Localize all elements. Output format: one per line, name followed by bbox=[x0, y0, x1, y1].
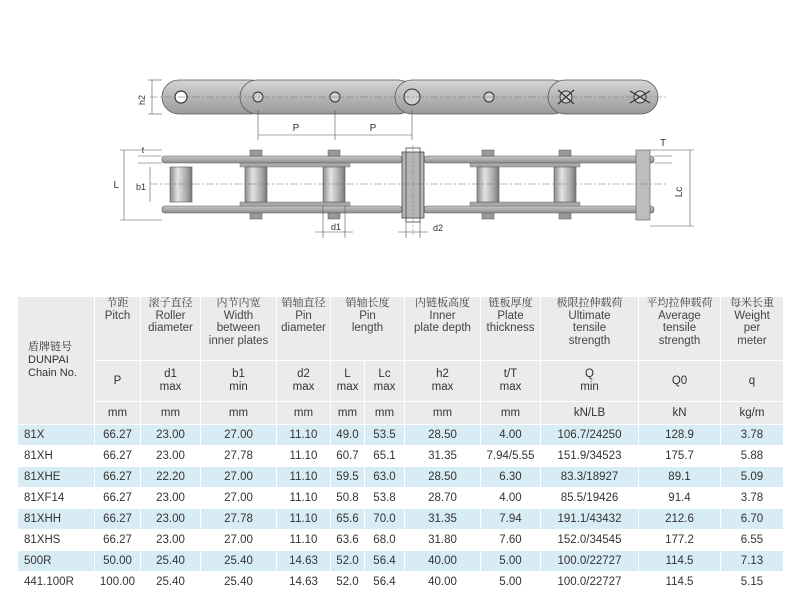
symbol-cell: L max bbox=[331, 361, 365, 402]
table-cell: 100.0/22727 bbox=[541, 572, 639, 593]
table-cell: 114.5 bbox=[639, 551, 721, 572]
table-row bbox=[18, 467, 784, 488]
table-cell: 52.0 bbox=[331, 572, 365, 593]
unit-cell: mm bbox=[277, 402, 331, 425]
chain-spec-table bbox=[17, 296, 784, 593]
symbol-cell: Q min bbox=[541, 361, 639, 402]
symbol-cell: b1 min bbox=[201, 361, 277, 402]
table-cell: 7.60 bbox=[481, 530, 541, 551]
header-average-strength: 平均拉伸载荷 Average tensile strength bbox=[639, 297, 721, 361]
table-cell: 5.09 bbox=[721, 467, 784, 488]
roller bbox=[245, 167, 267, 202]
table-cell: 66.27 bbox=[95, 530, 141, 551]
dim-lc: Lc bbox=[674, 186, 685, 198]
header-weight: 每米长重 Weight per meter bbox=[721, 297, 784, 361]
table-cell: 31.80 bbox=[405, 530, 481, 551]
header-chain-no-en1: DUNPAI bbox=[28, 354, 69, 366]
chain-side-view bbox=[113, 138, 694, 238]
table-cell: 25.40 bbox=[141, 572, 201, 593]
table-cell: 25.40 bbox=[141, 551, 201, 572]
table-cell: 50.8 bbox=[331, 488, 365, 509]
chain-diagram bbox=[0, 0, 800, 285]
chain-model-cell: 81XHH bbox=[18, 509, 95, 530]
table-cell: 100.00 bbox=[95, 572, 141, 593]
header-plate-thickness: 链板厚度 Plate thickness bbox=[481, 297, 541, 361]
table-cell: 25.40 bbox=[201, 572, 277, 593]
symbol-cell: q bbox=[721, 361, 784, 402]
table-cell: 60.7 bbox=[331, 446, 365, 467]
table-cell: 63.0 bbox=[365, 467, 405, 488]
header-pin-diameter: 销轴直径 Pin diameter bbox=[277, 297, 331, 361]
table-cell: 5.88 bbox=[721, 446, 784, 467]
table-row bbox=[18, 530, 784, 551]
table-cell: 11.10 bbox=[277, 509, 331, 530]
table-cell: 40.00 bbox=[405, 572, 481, 593]
table-cell: 6.55 bbox=[721, 530, 784, 551]
table-cell: 100.0/22727 bbox=[541, 551, 639, 572]
table-cell: 128.9 bbox=[639, 425, 721, 446]
table-cell: 68.0 bbox=[365, 530, 405, 551]
symbol-cell: Lc max bbox=[365, 361, 405, 402]
table-cell: 23.00 bbox=[141, 425, 201, 446]
table-cell: 3.78 bbox=[721, 425, 784, 446]
side-plate-top bbox=[424, 156, 654, 163]
dim-b1: b1 bbox=[135, 182, 146, 192]
table-cell: 83.3/18927 bbox=[541, 467, 639, 488]
table-cell: 56.4 bbox=[365, 551, 405, 572]
table-cell: 28.70 bbox=[405, 488, 481, 509]
table-cell: 70.0 bbox=[365, 509, 405, 530]
chain-model-cell: 500R bbox=[18, 551, 95, 572]
table-cell: 23.00 bbox=[141, 446, 201, 467]
table-cell: 23.00 bbox=[141, 488, 201, 509]
dim-h2: h2 bbox=[137, 94, 147, 106]
header-roller-diameter: 滚子直径 Roller diameter bbox=[141, 297, 201, 361]
symbol-cell: Q0 bbox=[639, 361, 721, 402]
table-cell: 152.0/34545 bbox=[541, 530, 639, 551]
table-cell: 5.00 bbox=[481, 551, 541, 572]
table-cell: 89.1 bbox=[639, 467, 721, 488]
dim-p-2: P bbox=[369, 123, 377, 134]
table-cell: 177.2 bbox=[639, 530, 721, 551]
chain-model-cell: 81XF14 bbox=[18, 488, 95, 509]
table-cell: 63.6 bbox=[331, 530, 365, 551]
table-cell: 66.27 bbox=[95, 425, 141, 446]
table-cell: 11.10 bbox=[277, 530, 331, 551]
header-chain-no-cn: 盾牌链号 bbox=[28, 341, 72, 353]
table-cell: 25.40 bbox=[201, 551, 277, 572]
table-cell: 11.10 bbox=[277, 446, 331, 467]
table-cell: 66.27 bbox=[95, 446, 141, 467]
header-chain-no bbox=[18, 297, 95, 425]
table-cell: 5.00 bbox=[481, 572, 541, 593]
table-cell: 53.8 bbox=[365, 488, 405, 509]
roller bbox=[170, 167, 192, 202]
table-cell: 14.63 bbox=[277, 572, 331, 593]
unit-cell: mm bbox=[331, 402, 365, 425]
header-pitch: 节距 Pitch bbox=[95, 297, 141, 361]
dim-p-1: P bbox=[292, 123, 300, 134]
table-cell: 66.27 bbox=[95, 509, 141, 530]
roller bbox=[477, 167, 499, 202]
table-cell: 50.00 bbox=[95, 551, 141, 572]
unit-cell: mm bbox=[141, 402, 201, 425]
roller bbox=[323, 167, 345, 202]
header-plate-depth: 内链板高度 Inner plate depth bbox=[405, 297, 481, 361]
table-cell: 4.00 bbox=[481, 488, 541, 509]
table-cell: 31.35 bbox=[405, 509, 481, 530]
table-row bbox=[18, 551, 784, 572]
unit-cell: mm bbox=[405, 402, 481, 425]
chain-model-cell: 441.100R bbox=[18, 572, 95, 593]
chain-model-cell: 81XHS bbox=[18, 530, 95, 551]
chain-model-cell: 81XH bbox=[18, 446, 95, 467]
symbol-cell: d2 max bbox=[277, 361, 331, 402]
table-cell: 31.35 bbox=[405, 446, 481, 467]
unit-cell: mm bbox=[365, 402, 405, 425]
table-cell: 7.94/5.55 bbox=[481, 446, 541, 467]
table-row bbox=[18, 446, 784, 467]
table-cell: 5.15 bbox=[721, 572, 784, 593]
table-cell: 27.78 bbox=[201, 509, 277, 530]
side-plate-bottom bbox=[162, 206, 402, 213]
table-cell: 6.30 bbox=[481, 467, 541, 488]
table-cell: 49.0 bbox=[331, 425, 365, 446]
table-row bbox=[18, 509, 784, 530]
table-cell: 3.78 bbox=[721, 488, 784, 509]
table-cell: 114.5 bbox=[639, 572, 721, 593]
unit-cell: kN/LB bbox=[541, 402, 639, 425]
table-cell: 28.50 bbox=[405, 425, 481, 446]
table-cell: 66.27 bbox=[95, 467, 141, 488]
table-cell: 23.00 bbox=[141, 530, 201, 551]
unit-cell: kg/m bbox=[721, 402, 784, 425]
side-plate-bottom bbox=[424, 206, 654, 213]
unit-row bbox=[18, 402, 784, 425]
table-cell: 52.0 bbox=[331, 551, 365, 572]
table-cell: 4.00 bbox=[481, 425, 541, 446]
roller bbox=[554, 167, 576, 202]
table-cell: 151.9/34523 bbox=[541, 446, 639, 467]
dim-T: T bbox=[659, 138, 667, 149]
table-body bbox=[18, 425, 784, 593]
table-cell: 14.63 bbox=[277, 551, 331, 572]
table-cell: 65.1 bbox=[365, 446, 405, 467]
chain-model-cell: 81XHE bbox=[18, 467, 95, 488]
symbol-cell: h2 max bbox=[405, 361, 481, 402]
table-cell: 85.5/19426 bbox=[541, 488, 639, 509]
table-cell: 7.94 bbox=[481, 509, 541, 530]
table-cell: 66.27 bbox=[95, 488, 141, 509]
table-cell: 27.00 bbox=[201, 530, 277, 551]
table-cell: 11.10 bbox=[277, 488, 331, 509]
symbol-cell: t/T max bbox=[481, 361, 541, 402]
table-cell: 27.00 bbox=[201, 488, 277, 509]
symbol-cell: P bbox=[95, 361, 141, 402]
table-cell: 6.70 bbox=[721, 509, 784, 530]
dim-t: t bbox=[141, 145, 145, 155]
unit-cell: mm bbox=[201, 402, 277, 425]
header-pin-length: 销轴长度 Pin length bbox=[331, 297, 405, 361]
symbol-row bbox=[18, 361, 784, 402]
table-cell: 191.1/43432 bbox=[541, 509, 639, 530]
table-cell: 27.00 bbox=[201, 467, 277, 488]
table-cell: 65.6 bbox=[331, 509, 365, 530]
header-row bbox=[18, 297, 784, 361]
header-ultimate-strength: 极限拉伸载荷 Ultimate tensile strength bbox=[541, 297, 639, 361]
table-cell: 7.13 bbox=[721, 551, 784, 572]
table-cell: 53.5 bbox=[365, 425, 405, 446]
chain-top-view bbox=[137, 80, 668, 140]
table-row bbox=[18, 488, 784, 509]
header-inner-width: 内节内宽 Width between inner plates bbox=[201, 297, 277, 361]
table-row bbox=[18, 425, 784, 446]
table-cell: 11.10 bbox=[277, 467, 331, 488]
table-cell: 56.4 bbox=[365, 572, 405, 593]
unit-cell: mm bbox=[481, 402, 541, 425]
chain-model-cell: 81X bbox=[18, 425, 95, 446]
table-cell: 27.00 bbox=[201, 425, 277, 446]
unit-cell: mm bbox=[95, 402, 141, 425]
table-cell: 23.00 bbox=[141, 509, 201, 530]
table-cell: 22.20 bbox=[141, 467, 201, 488]
table-cell: 175.7 bbox=[639, 446, 721, 467]
table-cell: 212.6 bbox=[639, 509, 721, 530]
dim-d2: d2 bbox=[432, 223, 444, 233]
dim-d1: d1 bbox=[330, 222, 342, 232]
table-cell: 11.10 bbox=[277, 425, 331, 446]
table-cell: 106.7/24250 bbox=[541, 425, 639, 446]
table-cell: 40.00 bbox=[405, 551, 481, 572]
dim-l: L bbox=[113, 180, 119, 191]
table-cell: 91.4 bbox=[639, 488, 721, 509]
header-chain-no-en2: Chain No. bbox=[28, 367, 77, 379]
symbol-cell: d1 max bbox=[141, 361, 201, 402]
table-cell: 27.78 bbox=[201, 446, 277, 467]
table-cell: 59.5 bbox=[331, 467, 365, 488]
side-plate-top bbox=[162, 156, 402, 163]
table-cell: 28.50 bbox=[405, 467, 481, 488]
table-row bbox=[18, 572, 784, 593]
unit-cell: kN bbox=[639, 402, 721, 425]
